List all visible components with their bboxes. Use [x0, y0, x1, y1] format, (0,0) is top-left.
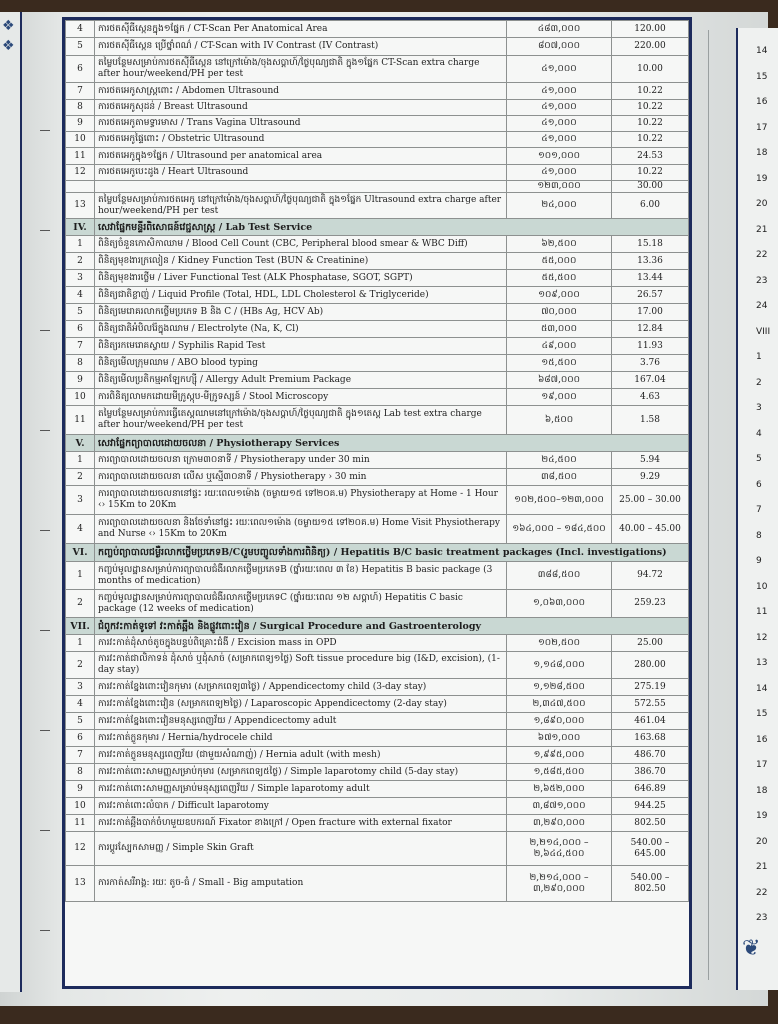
frame-tick [40, 230, 50, 231]
ornament-icon: ❖ [2, 38, 15, 54]
section-number: VI. [66, 544, 95, 562]
table-row [66, 38, 689, 56]
row-number: 3 [66, 270, 95, 287]
neighbor-row-number: 17 [756, 760, 768, 770]
price-riel: ១២៣,០០០ [507, 181, 612, 193]
price-riel: ២,២១៤,០០០ – ៣,២៩០,០០០ [507, 866, 612, 902]
table-row [66, 338, 689, 355]
price-riel: ៤៨៣,០០០ [507, 21, 612, 38]
price-usd: 461.04 [612, 713, 689, 730]
neighbor-row-number: 17 [756, 122, 768, 133]
section-header [66, 544, 689, 562]
service-name: ពិនិត្យចំនួនកោសិកាឈាម / Blood Cell Count (CBC, Peripheral blood smear & WBC Diff) [95, 236, 507, 253]
price-usd: 259.23 [612, 590, 689, 618]
price-usd: 26.57 [612, 287, 689, 304]
table-row [66, 355, 689, 372]
price-usd: 386.70 [612, 764, 689, 781]
service-name: ការថតអេកូសាស្ត្រពោះ / Abdomen Ultrasound [95, 83, 507, 100]
frame-tick [40, 830, 50, 831]
price-usd: 163.68 [612, 730, 689, 747]
price-usd: 24.53 [612, 148, 689, 165]
neighbor-row-number: 5 [756, 454, 762, 464]
service-name: ពិនិត្យមុខងារថ្លើម / Liver Functional Test (ALK Phosphatase, SGOT, SGPT) [95, 270, 507, 287]
price-riel: ១៩,០០០ [507, 389, 612, 406]
neighbor-row-number: 6 [756, 479, 762, 490]
table-row [66, 679, 689, 696]
price-usd: 10.22 [612, 132, 689, 148]
price-usd: 12.84 [612, 321, 689, 338]
price-list-sheet [62, 17, 692, 989]
price-usd: 220.00 [612, 38, 689, 56]
price-usd: 3.76 [612, 355, 689, 372]
price-usd: 540.00 – 802.50 [612, 866, 689, 902]
row-number: 5 [66, 304, 95, 321]
price-riel: ៦,៥០០ [507, 406, 612, 435]
price-usd: 15.18 [612, 236, 689, 253]
service-name: ពិនិត្យមុខងារក្រលៀន / Kidney Function Test (BUN & Creatinine) [95, 253, 507, 270]
service-name: ការថតអេកូតាមទ្វារមាស / Trans Vagina Ultrasound [95, 116, 507, 132]
ornament-icon: ❦ [742, 936, 761, 961]
price-usd: 275.19 [612, 679, 689, 696]
price-usd: 646.89 [612, 781, 689, 798]
neighbor-row-number: 13 [756, 658, 768, 668]
service-name: ពិនិត្យមើលក្រុមឈាម / ABO blood typing [95, 355, 507, 372]
table-row [66, 652, 689, 679]
row-number: 13 [66, 193, 95, 219]
neighbor-row-number: 19 [756, 811, 768, 821]
neighbor-row-number: 21 [756, 862, 768, 872]
table-row [66, 372, 689, 389]
price-usd: 11.93 [612, 338, 689, 355]
table-row [66, 866, 689, 902]
neighbor-row-number: 4 [756, 428, 762, 439]
frame-tick [40, 130, 50, 131]
table-row [66, 83, 689, 100]
price-usd: 4.63 [612, 389, 689, 406]
table-row [66, 116, 689, 132]
row-number: 13 [66, 866, 95, 902]
service-name: ការវះកាត់ខ្នែងពោះវៀន (សម្រាកពេទ្យ២ថ្ងៃ) / Laparoscopic Appendicectomy (2-day stay) [95, 696, 507, 713]
service-name: ពិនិត្យមើលប្រតិកម្មអាឡែកហ្ស៊ី / Allergy Adult Premium Package [95, 372, 507, 389]
price-usd: 10.22 [612, 100, 689, 116]
row-number: 4 [66, 515, 95, 544]
neighbor-row-number: 19 [756, 173, 768, 184]
price-usd: 572.55 [612, 696, 689, 713]
price-usd: 167.04 [612, 372, 689, 389]
neighbor-row-number: 3 [756, 403, 762, 413]
frame-tick [40, 930, 50, 931]
neighbor-row-number: 20 [756, 836, 768, 847]
row-number: 5 [66, 713, 95, 730]
neighbor-row-number: 1 [756, 352, 762, 362]
service-name: កញ្ចប់មូលដ្ឋានសម្រាប់ការព្យាបាលជំងឺរលាកថ្លើមប្រភេទB (ថ្នាំរយៈពេល ៣ ខែ) Hepatitis B basic package (3 months of medication) [95, 562, 507, 590]
neighbor-row-number: 15 [756, 709, 768, 719]
price-riel: ៦២,៥០០ [507, 236, 612, 253]
price-usd: 5.94 [612, 452, 689, 469]
price-usd: 944.25 [612, 798, 689, 815]
service-name: ការថតស៊ីធីស្កេន ប្រើថ្នាំពណ៌ / CT-Scan with IV Contrast (IV Contrast) [95, 38, 507, 56]
service-name: ការថតអេកូសុដន់ / Breast Ultrasound [95, 100, 507, 116]
row-number: 9 [66, 372, 95, 389]
neighbor-row-number: 15 [756, 71, 768, 82]
price-riel: ៣៨,៥០០ [507, 469, 612, 486]
price-riel: ១០២,៥០០ [507, 635, 612, 652]
neighbor-row-number: 7 [756, 505, 762, 515]
price-riel: ១០៩,០០០ [507, 287, 612, 304]
table-row [66, 165, 689, 181]
table-row [66, 781, 689, 798]
price-riel: ២,៦៥២,០០០ [507, 781, 612, 798]
service-name: ពិនិត្យមេរោគរលាកថ្លើមប្រភេទ B និង C / (HBs Ag, HCV Ab) [95, 304, 507, 321]
price-riel: ២,២១៤,០០០ – ២,៦៤៤,៥០០ [507, 832, 612, 866]
service-name: ការវះកាត់ជាលិកាទន់ ដុំសាច់ ឬដុំសាច់ (សម្រាកពេទ្យ១ថ្ងៃ) Soft tissue procedure big (I&D, excision), (1-day stay) [95, 652, 507, 679]
price-usd: 10.22 [612, 83, 689, 100]
neighbor-row-number: 18 [756, 785, 768, 796]
table-row [66, 696, 689, 713]
neighbor-row-number: 12 [756, 632, 768, 643]
price-riel: ២,៣៤៧,៥០០ [507, 696, 612, 713]
section-title: ជំពូកវះកាត់ទូទៅ វះកាត់ឆ្អឹង និងផ្លូវពោះវៀន / Surgical Procedure and Gastroenterology [95, 618, 689, 635]
price-usd: 10.00 [612, 56, 689, 83]
row-number: 6 [66, 321, 95, 338]
ornament-icon: ❖ [2, 18, 15, 34]
price-riel: ១,៥៨៥,៥០០ [507, 764, 612, 781]
table-row [66, 515, 689, 544]
table-row [66, 253, 689, 270]
row-number: 1 [66, 452, 95, 469]
row-number: 6 [66, 56, 95, 83]
table-row [66, 193, 689, 219]
row-number: 7 [66, 338, 95, 355]
price-usd: 94.72 [612, 562, 689, 590]
price-usd: 540.00 – 645.00 [612, 832, 689, 866]
table-row [66, 389, 689, 406]
price-usd: 802.50 [612, 815, 689, 832]
price-riel: ១,០៦៣,០០០ [507, 590, 612, 618]
neighbor-row-number: 16 [756, 97, 768, 107]
price-riel: ៦៨៧,០០០ [507, 372, 612, 389]
table-row [66, 764, 689, 781]
row-number: 2 [66, 652, 95, 679]
table-row [66, 798, 689, 815]
row-number: 12 [66, 832, 95, 866]
table-row [66, 730, 689, 747]
row-number: 10 [66, 389, 95, 406]
service-name: ការប្តូរស្បែកសាមញ្ញ / Simple Skin Graft [95, 832, 507, 866]
row-number: 8 [66, 355, 95, 372]
service-name: ការវះកាត់ឆ្អឹងបាក់ចំហមួយឧបករណ៍ Fixator ខាងក្រៅ / Open fracture with external fixator [95, 815, 507, 832]
price-riel: ២៤,៥០០ [507, 452, 612, 469]
frame-tick [40, 330, 50, 331]
neighbor-row-number: 20 [756, 199, 768, 209]
left-neighbor-sheet [0, 12, 22, 992]
price-riel: ៥៥,០០០ [507, 253, 612, 270]
row-number: 4 [66, 287, 95, 304]
service-name: ពិនិត្យរកមេរោគស្វាយ / Syphilis Rapid Test [95, 338, 507, 355]
section-title: សេវាផ្នែកមន្ទីរពិសោធន៍វេជ្ជសាស្ត្រ / Lab Test Service [95, 219, 689, 236]
price-riel: ២៤,០០០ [507, 193, 612, 219]
section-title: សេវាផ្នែកព្យាបាលដោយចលនា / Physiotherapy Services [95, 435, 689, 452]
table-row [66, 236, 689, 253]
table-row [66, 452, 689, 469]
table-row [66, 304, 689, 321]
table-row [66, 181, 689, 193]
price-usd: 10.22 [612, 116, 689, 132]
table-row [66, 832, 689, 866]
service-name: ការវះកាត់ពោះលំបាក / Difficult laparotomy [95, 798, 507, 815]
row-number: 2 [66, 590, 95, 618]
price-riel: ៣,៨៧១,០០០ [507, 798, 612, 815]
table-row [66, 132, 689, 148]
row-number: 3 [66, 486, 95, 515]
price-riel: ១,៩៩៥,០០០ [507, 747, 612, 764]
price-riel: ៥៥,៥០០ [507, 270, 612, 287]
price-riel: ៤៩,០០០ [507, 338, 612, 355]
service-name: តម្លៃបន្ថែមសម្រាប់ការធ្វើតេស្តឈាមនៅក្រៅម៉ោង/ចុងសប្តាហ៍/ថ្ងៃបុណ្យជាតិ ក្នុង១តេស្ត Lab test extra charge after hour/weekend/PH per test [95, 406, 507, 435]
frame-divider [708, 30, 709, 980]
price-riel: ១០១,០០០ [507, 148, 612, 165]
price-usd: 17.00 [612, 304, 689, 321]
service-name: ការកាត់សរីរាង្គ: រយៈ តូច-ធំ / Small - Big amputation [95, 866, 507, 902]
row-number: 11 [66, 148, 95, 165]
row-number: 7 [66, 747, 95, 764]
service-name: ការថតអេកូក្នុង១ផ្នែក / Ultrasound per anatomical area [95, 148, 507, 165]
service-name: ការព្យាបាលដោយចលនា ក្រោម៣០នាទី / Physiotherapy under 30 min [95, 452, 507, 469]
section-title: កញ្ចប់ព្យាបាលជម្ងឺរលាកថ្លើមប្រភេទB/C(រួមបញ្ចូលទាំងការពិនិត្យ) / Hepatitis B/C basic treatment packages (Incl. investigations) [95, 544, 689, 562]
row-number [66, 181, 95, 193]
table-row [66, 713, 689, 730]
price-usd: 9.29 [612, 469, 689, 486]
row-number: 2 [66, 469, 95, 486]
price-usd: 13.36 [612, 253, 689, 270]
table-row [66, 56, 689, 83]
section-number: IV. [66, 219, 95, 236]
price-usd: 6.00 [612, 193, 689, 219]
row-number: 9 [66, 116, 95, 132]
service-name [95, 181, 507, 193]
row-number: 10 [66, 132, 95, 148]
table-row [66, 21, 689, 38]
row-number: 12 [66, 165, 95, 181]
row-number: 2 [66, 253, 95, 270]
row-number: 6 [66, 730, 95, 747]
price-riel: ៣,២៩០,០០០ [507, 815, 612, 832]
table-row [66, 747, 689, 764]
price-riel: ៤១,០០០ [507, 56, 612, 83]
price-riel: ៤១,០០០ [507, 132, 612, 148]
price-usd: 1.58 [612, 406, 689, 435]
row-number: 11 [66, 815, 95, 832]
row-number: 7 [66, 83, 95, 100]
service-name: ការព្យាបាលដោយចលនា លើស ឬស្មើ៣០នាទី / Physiotherapy › 30 min [95, 469, 507, 486]
service-name: ពិនិត្យជាតិខ្លាញ់ / Liquid Profile (Total, HDL, LDL Cholesterol & Triglyceride) [95, 287, 507, 304]
section-number: VII. [66, 618, 95, 635]
section-header [66, 219, 689, 236]
table-row [66, 100, 689, 116]
row-number: 3 [66, 679, 95, 696]
service-name: ការវះកាត់ក្លូនកុមារ / Hernia/hydrocele child [95, 730, 507, 747]
table-row [66, 270, 689, 287]
neighbor-row-number: 9 [756, 556, 762, 566]
price-usd: 40.00 – 45.00 [612, 515, 689, 544]
price-riel: ១៦៤,០០០ – ១៨៤,៥០០ [507, 515, 612, 544]
price-riel: ៤១,០០០ [507, 83, 612, 100]
service-name: តម្លៃបន្ថែមសម្រាប់ការថតស៊ីធីស្កេន នៅក្រៅម៉ោង/ចុងសប្តាហ៍/ថ្ងៃបុណ្យជាតិ ក្នុង១ផ្នែក CT-Scan extra charge after hour/weekend/PH per test [95, 56, 507, 83]
service-name: ការវះកាត់ដុំសាច់តូចក្នុងបន្ទប់ពិគ្រោះជំងឺ / Excision mass in OPD [95, 635, 507, 652]
neighbor-row-number: 21 [756, 224, 768, 235]
price-usd: 25.00 – 30.00 [612, 486, 689, 515]
table-row [66, 287, 689, 304]
neighbor-row-number: 10 [756, 581, 768, 592]
row-number: 5 [66, 38, 95, 56]
row-number: 1 [66, 236, 95, 253]
table-row [66, 486, 689, 515]
service-name: ការព្យាបាលដោយចលនានៅផ្ទះ រយៈពេល១ម៉ោង (ចម្ងាយ១៥ ទៅ២០គ.ម) Physiotherapy at Home - 1 Hour ‹› 15Km to 20Km [95, 486, 507, 515]
neighbor-row-number: 22 [756, 887, 768, 898]
neighbor-row-number: 16 [756, 734, 768, 745]
row-number: 9 [66, 781, 95, 798]
table-row [66, 562, 689, 590]
price-riel: ៨០៧,០០០ [507, 38, 612, 56]
neighbor-row-number: 14 [756, 46, 768, 56]
neighbor-row-number: 22 [756, 250, 768, 260]
service-name: ពិនិត្យជាតិអំបិលរ៉ែក្នុងឈាម / Electrolyte (Na, K, Cl) [95, 321, 507, 338]
service-name: ការថតស៊ីធីស្កេនក្នុង១ផ្នែក / CT-Scan Per Anatomical Area [95, 21, 507, 38]
frame-tick [40, 730, 50, 731]
service-name: ការវះកាត់ពោះសាមញ្ញសម្រាប់កុមារ (សម្រាកពេទ្យ៥ថ្ងៃ) / Simple laparotomy child (5-day stay) [95, 764, 507, 781]
right-neighbor-sheet [736, 28, 778, 990]
table-row [66, 321, 689, 338]
price-usd: 280.00 [612, 652, 689, 679]
price-riel: ១៥,៥០០ [507, 355, 612, 372]
price-usd: 120.00 [612, 21, 689, 38]
row-number: 10 [66, 798, 95, 815]
table-row [66, 469, 689, 486]
price-riel: ៤១,០០០ [507, 116, 612, 132]
service-name: ការវះកាត់ខ្នែងពោះវៀនមនុស្សពេញវ័យ / Appendicectomy adult [95, 713, 507, 730]
table-row [66, 406, 689, 435]
service-name: ការព្យាបាលដោយចលនា និងថែទាំនៅផ្ទះ រយៈពេល១ម៉ោង (ចម្ងាយ១៥ ទៅ២០គ.ម) Home Visit Physiotherapy and Nurse ‹› 15Km to 20Km [95, 515, 507, 544]
section-header [66, 618, 689, 635]
section-number: V. [66, 435, 95, 452]
price-riel: ៣៨៨,៥០០ [507, 562, 612, 590]
row-number: 8 [66, 100, 95, 116]
row-number: 8 [66, 764, 95, 781]
row-number: 1 [66, 562, 95, 590]
neighbor-row-number: 18 [756, 148, 768, 158]
price-riel: ១,១៤៨,០០០ [507, 652, 612, 679]
frame-tick [40, 530, 50, 531]
neighbor-row-number: 11 [756, 607, 768, 617]
frame-tick [40, 430, 50, 431]
price-usd: 10.22 [612, 165, 689, 181]
neighbor-row-number: 8 [756, 530, 762, 541]
service-name: កញ្ចប់មូលដ្ឋានសម្រាប់ការព្យាបាលជំងឺរលាកថ្លើមប្រភេទC (ថ្នាំរយៈពេល ១២ សប្តាហ៍) Hepatitis C basic package (12 weeks of medication) [95, 590, 507, 618]
price-usd: 13.44 [612, 270, 689, 287]
row-number: 1 [66, 635, 95, 652]
neighbor-row-number: 14 [756, 683, 768, 694]
table-row [66, 590, 689, 618]
frame-tick [40, 630, 50, 631]
price-riel: ១,១២៨,៥០០ [507, 679, 612, 696]
service-name: ការវះកាត់ខ្នែងពោះវៀនកុមារ (សម្រាកពេទ្យ៣ថ្ងៃ) / Appendicectomy child (3-day stay) [95, 679, 507, 696]
service-name: ការថតអេកូបេះដូង / Heart Ultrasound [95, 165, 507, 181]
service-name: ការវះកាត់ក្លូនមនុស្សពេញវ័យ (ជាមួយសំណាញ់) / Hernia adult (with mesh) [95, 747, 507, 764]
section-header [66, 435, 689, 452]
service-name: តម្លៃបន្ថែមសម្រាប់ការថតអេកូ នៅក្រៅម៉ោង/ចុងសប្តាហ៍/ថ្ងៃបុណ្យជាតិ ក្នុង១ផ្នែក Ultrasound extra charge after hour/weekend/PH per test [95, 193, 507, 219]
price-usd: 30.00 [612, 181, 689, 193]
service-name: ការថតអេកូផ្ទៃពោះ / Obstetric Ultrasound [95, 132, 507, 148]
price-riel: ១,៨៩០,០០០ [507, 713, 612, 730]
price-riel: ៤១,០០០ [507, 165, 612, 181]
price-riel: ៥៣,០០០ [507, 321, 612, 338]
row-number: 4 [66, 21, 95, 38]
price-usd: 25.00 [612, 635, 689, 652]
table-row [66, 815, 689, 832]
price-riel: ១០២,៥០០–១២៣,០០០ [507, 486, 612, 515]
neighbor-row-number: 2 [756, 377, 762, 388]
price-riel: ៦៧១,០០០ [507, 730, 612, 747]
table-row [66, 148, 689, 165]
price-riel: ៧០,០០០ [507, 304, 612, 321]
service-name: ការពិនិត្យលាមកដោយមីក្រូស្កុប-មីក្រូទស្សន៍ / Stool Microscopy [95, 389, 507, 406]
price-table [65, 20, 689, 902]
row-number: 4 [66, 696, 95, 713]
table-row [66, 635, 689, 652]
neighbor-row-number: 24 [756, 301, 768, 311]
service-name: ការវះកាត់ពោះសាមញ្ញសម្រាប់មនុស្សពេញវ័យ / Simple laparotomy adult [95, 781, 507, 798]
neighbor-row-number: 23 [756, 275, 768, 286]
neighbor-row-number: 23 [756, 913, 768, 923]
price-riel: ៤១,០០០ [507, 100, 612, 116]
price-usd: 486.70 [612, 747, 689, 764]
neighbor-row-number: VIII [756, 326, 771, 337]
row-number: 11 [66, 406, 95, 435]
